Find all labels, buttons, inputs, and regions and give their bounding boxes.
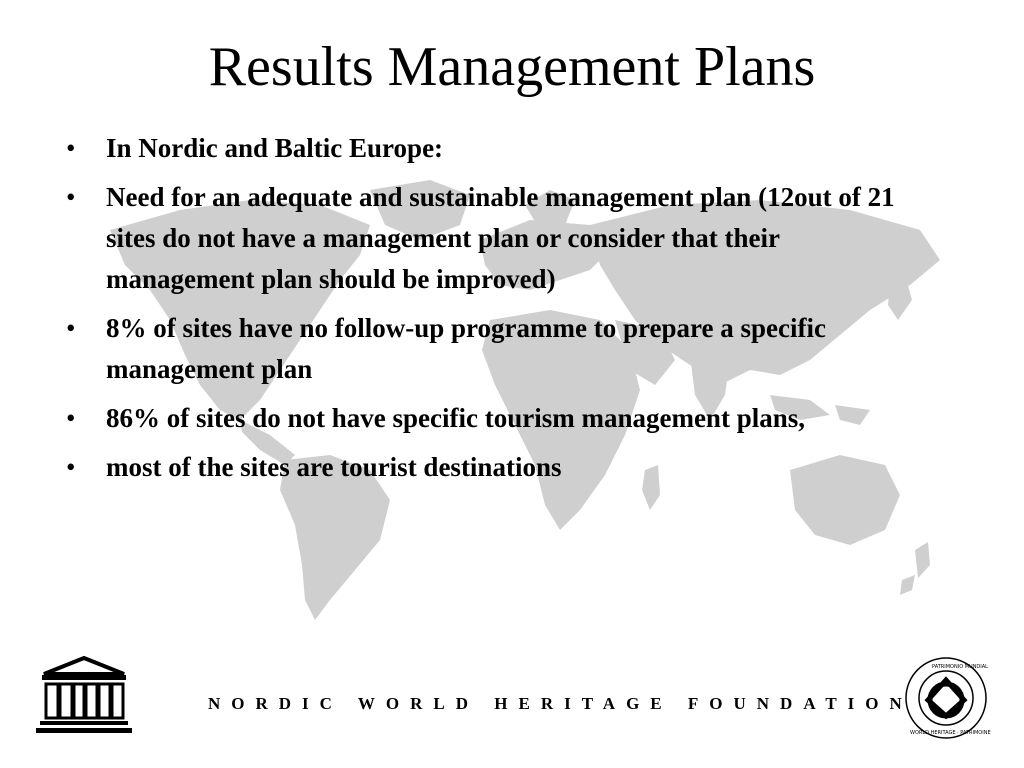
- bullet-glyph: •: [66, 182, 76, 212]
- bullet-text: Need for an adequate and sustainable management plan (12out of 21 sites do not have a management plan or consider that their management plan should be improved): [106, 182, 895, 294]
- bullet-item: [64, 128, 914, 169]
- bullet-item: [64, 308, 914, 390]
- slide-title: Results Management Plans: [208, 36, 816, 98]
- bullet-list: [64, 128, 914, 496]
- bullet-glyph: •: [66, 452, 76, 482]
- bullet-item: [64, 398, 914, 439]
- bullet-text: 86% of sites do not have specific tourism management plans,: [106, 403, 805, 433]
- world-heritage-emblem: [898, 656, 994, 740]
- svg-text:PATRIMONIO MUNDIAL: PATRIMONIO MUNDIAL: [932, 664, 988, 670]
- bullet-glyph: •: [66, 133, 76, 163]
- bullet-text: In Nordic and Baltic Europe:: [106, 133, 444, 163]
- bullet-item: [64, 177, 914, 300]
- bullet-text: 8% of sites have no follow-up programme to prepare a specific management plan: [106, 313, 826, 384]
- bullet-glyph: •: [66, 403, 76, 433]
- bullet-text: most of the sites are tourist destinations: [106, 452, 562, 482]
- bullet-glyph: •: [66, 313, 76, 343]
- svg-text:WORLD HERITAGE · PATRIMOINE: WORLD HERITAGE · PATRIMOINE: [910, 730, 991, 736]
- unesco-logo: [36, 656, 132, 734]
- bullet-item: [64, 447, 914, 488]
- footer-foundation-name: NORDIC WORLD HERITAGE FOUNDATION: [208, 694, 913, 713]
